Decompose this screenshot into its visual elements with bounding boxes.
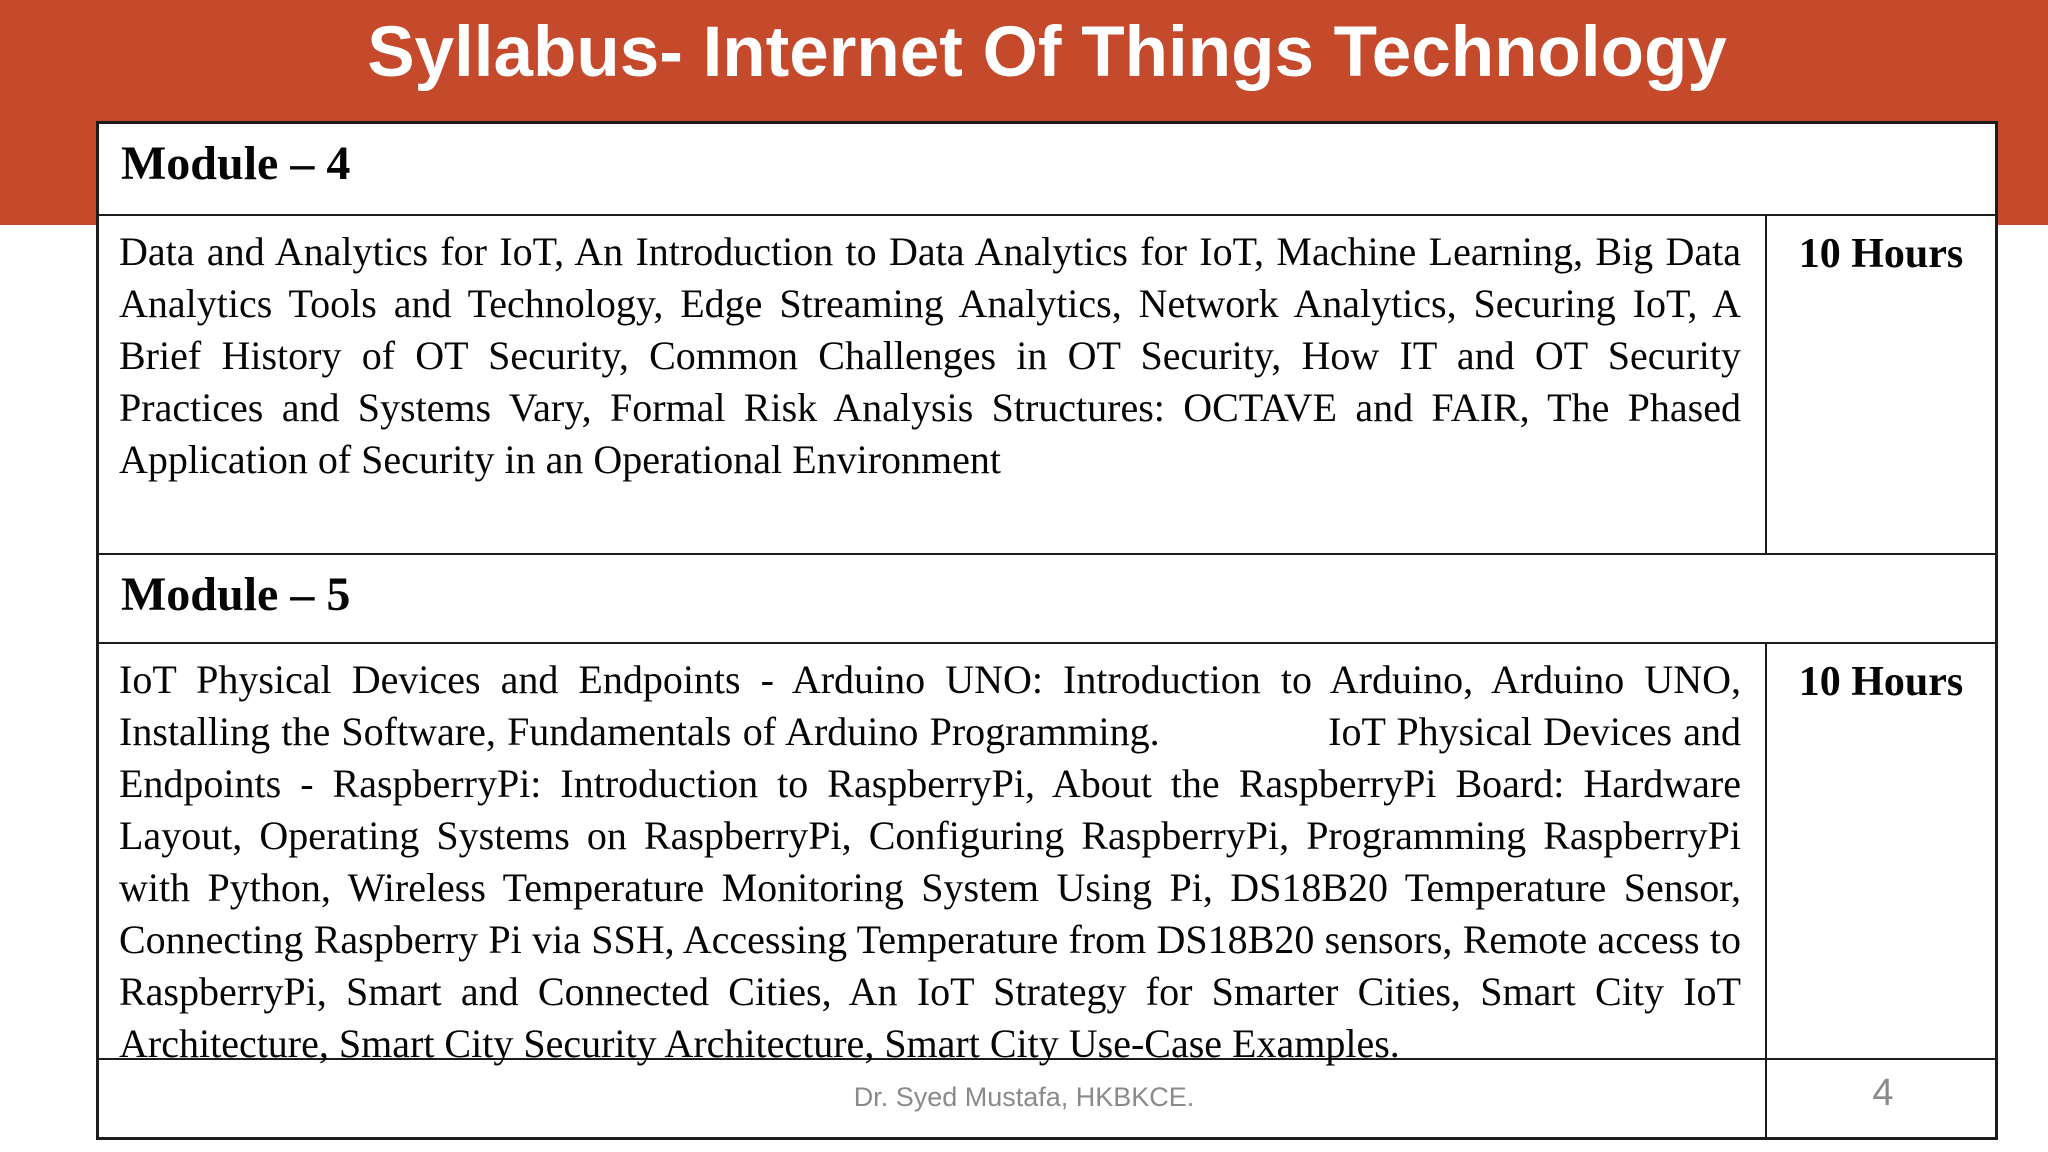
module-4-header: Module – 4 bbox=[121, 137, 351, 190]
module-5-content-cell bbox=[99, 644, 1765, 1066]
module-4-content-cell bbox=[99, 216, 1765, 553]
module-5-content-text: IoT Physical Devices and Endpoints - Arduino UNO: Introduction to Arduino, Arduino UNO, Installing the Software, Fundamentals of Arduino Programming. IoT Physical Devices and Endpoints - RaspberryPi: Introduction to RaspberryPi, About the RaspberryPi Board: Hardware Layout, Operating Systems on RaspberryPi, Configuring RaspberryPi, Programming RaspberryPi with Python, Wireless Temperature Monitoring System Using Pi, DS18B20 Temperature Sensor, Connecting Raspberry Pi via SSH, Accessing Temperature from DS18B20 sensors, Remote access to RaspberryPi, Smart and Connected Cities, An IoT Strategy for Smarter Cities, Smart City IoT Architecture, Smart City Security Architecture, Smart City Use-Case Examples. bbox=[119, 657, 1741, 1066]
module-4-content-text: Data and Analytics for IoT, An Introduction to Data Analytics for IoT, Machine Learning, Big Data Analytics Tools and Technology, Edge Streaming Analytics, Network Analytics, Securing IoT, A Brief History of OT Security, Common Challenges in OT Security, How IT and OT Security Practices and Systems Vary, Formal Risk Analysis Structures: OCTAVE and FAIR, The Phased Application of Security in an Operational Environment bbox=[119, 229, 1741, 482]
syllabus-table bbox=[96, 121, 1998, 1140]
module-5-content-row bbox=[99, 644, 1995, 1066]
module-5-header-row bbox=[99, 555, 1995, 644]
footer-author: Dr. Syed Mustafa, HKBKCE. bbox=[853, 1082, 1195, 1112]
module-4-content-row bbox=[99, 216, 1995, 555]
module-4-header-row bbox=[99, 124, 1995, 216]
module-5-header: Module – 5 bbox=[121, 568, 351, 621]
slide-title: Syllabus- Internet Of Things Technology bbox=[367, 13, 1727, 92]
page-number: 4 bbox=[1872, 1072, 1894, 1114]
module-4-hours: 10 Hours bbox=[1765, 216, 1995, 553]
module-5-hours: 10 Hours bbox=[1765, 644, 1995, 1058]
